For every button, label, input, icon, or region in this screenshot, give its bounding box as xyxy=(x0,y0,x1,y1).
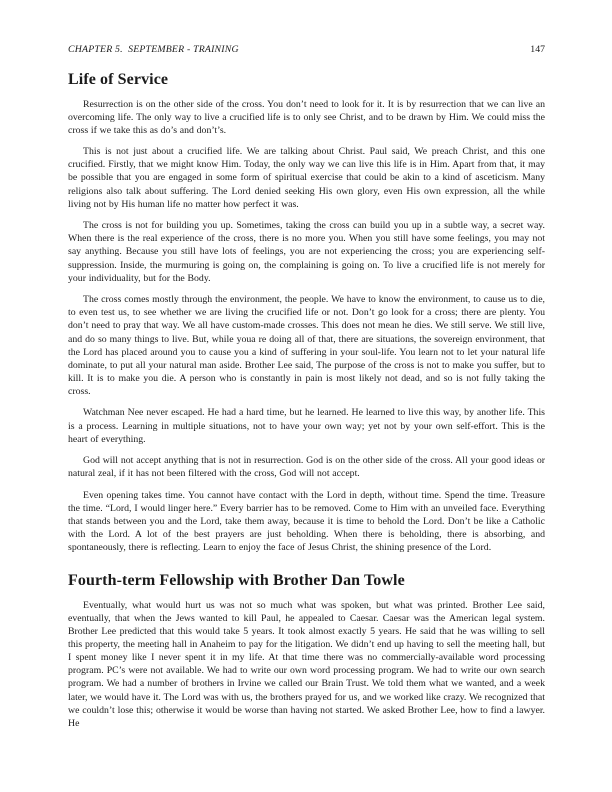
running-header-chapter: CHAPTER 5. SEPTEMBER - TRAINING xyxy=(68,44,239,55)
paragraph-cross-through-environment: The cross comes mostly through the environment, the people. We have to know the environment, to cause us to die, to even test us, to see whether we are living the crucified life or not. Don’t go look for a cross; there are plenty. You don’t need to pray that way. We all have custom-made crosses. This does not mean he dies. We still serve. We still live, and do so many things to live. But, while youa re doing all of that, there are situations, the sovereign environment, that the Lord has placed around you to cause you a kind of suffering in your soul-life. You learn not to let your natural life dominate, to put all your natural man aside. Brother Lee said, The purpose of the cross is not to make you suffer, but to kill. It is to make you die. A person who is constantly in pain is most likely not dead, and so is not fully taking the cross. xyxy=(68,294,545,397)
paragraph-watchman-nee: Watchman Nee never escaped. He had a hard time, but he learned. He learned to live this way, by another life. This is a process. Learning in multiple situations, not to have your own way; yet not by your own self-effort. This is the heart of everything. xyxy=(68,407,545,445)
paragraph-eventually-printed: Eventually, what would hurt us was not so much what was spoken, but what was printed. Brother Lee said, eventually, that when the Jews wanted to kill Paul, he appealed to Caesar. Caesar was the American legal system. Brother Lee predicted that this would take 5 years. It took almost exactly 5 years. He said that he was willing to sell this property, the meeting hall in Anaheim to pay for the litigation. We didn’t end up having to sell the meeting hall, but I spent money like I never spent it in my life. At that time there was no commercially-available word processing program. PC’s were not available. We had to write our own word processing program. We had to write our own search program. We had a number of brothers in Irvine we called our Brain Trust. We told them what we wanted, and a week later, we would have it. The Lord was with us, the brothers prayed for us, and we worked like crazy. We recognized that we couldn’t lose this; otherwise it would be worse than having not started. We asked Brother Lee, how to find a lawyer. He xyxy=(68,599,545,729)
page-number: 147 xyxy=(530,44,545,55)
running-header xyxy=(68,44,545,56)
section-heading-fourth-term-fellowship: Fourth-term Fellowship with Brother Dan Towle xyxy=(68,572,405,590)
section-heading-life-of-service: Life of Service xyxy=(68,71,169,88)
paragraph-resurrection: Resurrection is on the other side of the cross. You don’t need to look for it. It is by resurrection that we can live an overcoming life. The only way to live a crucified life is to only see Christ, and to be drawn by Him. We could miss the cross if we take this as do’s and don’t’s. xyxy=(68,98,545,136)
paragraph-cross-not-building-up: The cross is not for building you up. Sometimes, taking the cross can build you up in a subtle way, a secret way. When there is the real experience of the cross, there is no more you. When you still have some feelings, you may not say anything. Because you still have lots of feelings, you are not experiencing the cross; you are experiencing self-suppression. Inside, the murmuring is going on, the complaining is going on. To live a crucified life is not merely for your individuality, but for the Body. xyxy=(68,220,545,284)
paragraph-god-resurrection: God will not accept anything that is not in resurrection. God is on the other side of the cross. All your good ideas or natural zeal, if it has not been filtered with the cross, God will not accept. xyxy=(68,455,545,480)
paragraph-opening-takes-time: Even opening takes time. You cannot have contact with the Lord in depth, without time. Spend the time. Treasure the time. “Lord, I would linger here.” Every barrier has to be removed. Come to Him with an unveiled face. Everything that stands between you and the Lord, take them away, because it is time to behold the Lord. Don’t be like a Catholic with the Lord. A lot of the best prayers are just beholding. When there is beholding, there is absorbing, and spontaneously, there is reflecting. Learn to enjoy the face of Jesus Christ, the shining presence of the Lord. xyxy=(68,489,545,554)
paragraph-not-just-crucified-life: This is not just about a crucified life. We are talking about Christ. Paul said, We preach Christ, and this one crucified. Firstly, that we might know Him. Today, the only way we can live this life is in Him. Apart from that, it may be possible that you are engaged in some form of spiritual exercise that could be akin to a kind of asceticism. Many religions also talk about suffering. The Lord denied seeking His own glory, even His own expression, all the while living not by His human life no matter how perfect it was. xyxy=(68,146,545,210)
